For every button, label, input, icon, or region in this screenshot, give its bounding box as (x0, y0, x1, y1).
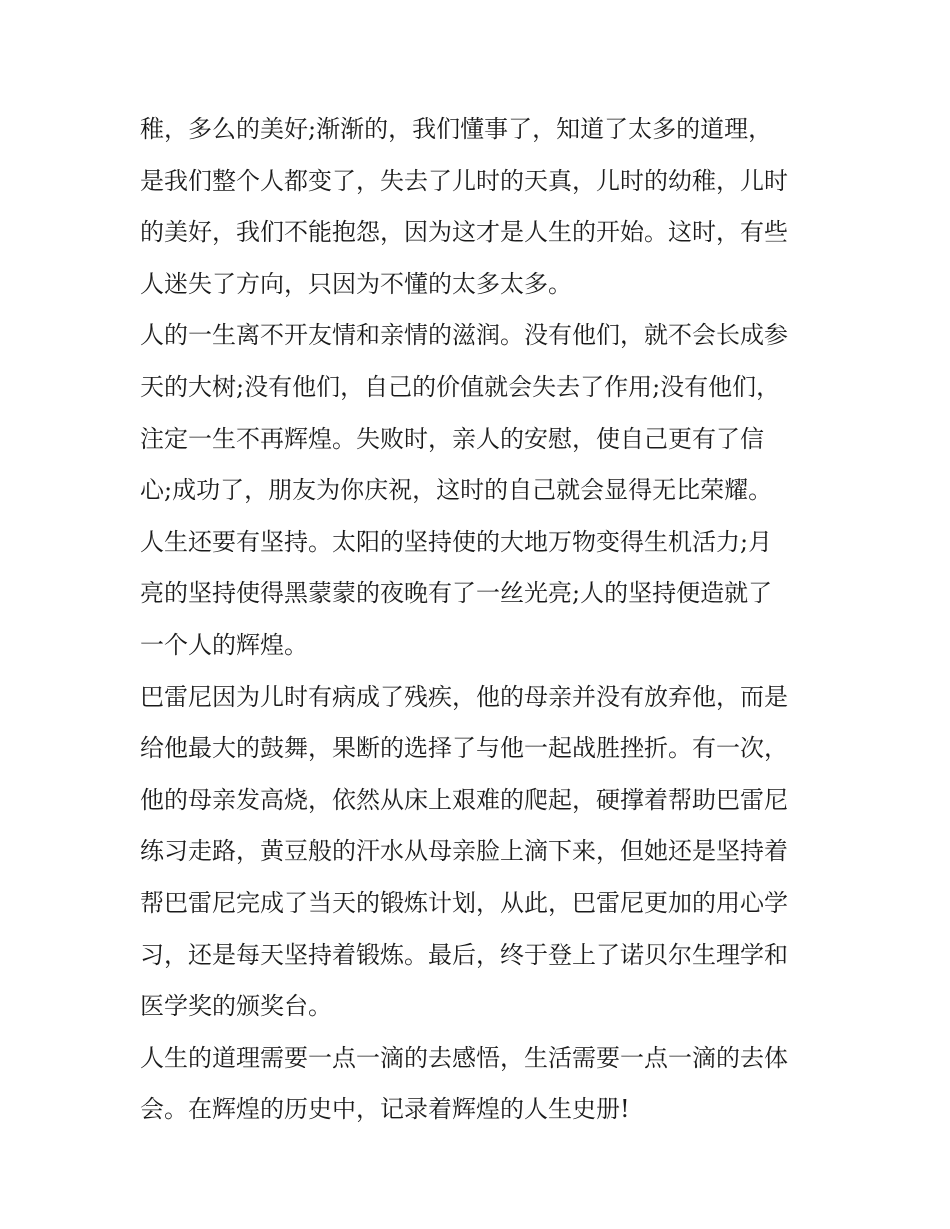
text-line: 一个人的辉煌。 (140, 630, 308, 659)
text-line: 心;成功了，朋友为你庆祝，这时的自己就会显得无比荣耀。 (140, 476, 773, 505)
text-line: 的美好，我们不能抱怨，因为这才是人生的开始。这时，有些 (140, 218, 788, 247)
text-line: 人生还要有坚持。太阳的坚持使的大地万物变得生机活力;月 (140, 527, 773, 556)
text-line: 帮巴雷尼完成了当天的锻炼计划，从此，巴雷尼更加的用心学 (140, 888, 788, 917)
text-line: 练习走路，黄豆般的汗水从母亲脸上滴下来，但她还是坚持着 (140, 837, 788, 866)
document-body (140, 104, 816, 1136)
text-line: 亮的坚持使得黑蒙蒙的夜晚有了一丝光亮;人的坚持便造就了 (140, 579, 773, 608)
text-line: 人生的道理需要一点一滴的去感悟，生活需要一点一滴的去体 (140, 1043, 788, 1072)
text-line: 天的大树;没有他们，自己的价值就会失去了作用;没有他们， (140, 372, 781, 401)
text-line: 给他最大的鼓舞，果断的选择了与他一起战胜挫折。有一次， (140, 734, 788, 763)
text-line: 巴雷尼因为儿时有病成了残疾，他的母亲并没有放弃他，而是 (140, 682, 788, 711)
text-line: 人迷失了方向，只因为不懂的太多太多。 (140, 269, 572, 298)
text-line: 习，还是每天坚持着锻炼。最后，终于登上了诺贝尔生理学和 (140, 940, 788, 969)
text-line: 人的一生离不开友情和亲情的滋润。没有他们，就不会长成参 (140, 321, 788, 350)
text-line: 是我们整个人都变了，失去了儿时的天真，儿时的幼稚，儿时 (140, 166, 788, 195)
text-line: 稚，多么的美好;渐渐的，我们懂事了，知道了太多的道理， (140, 115, 773, 143)
text-line: 注定一生不再辉煌。失败时，亲人的安慰，使自己更有了信 (140, 424, 764, 453)
text-line: 医学奖的颁奖台。 (140, 992, 332, 1021)
text-line: 会。在辉煌的历史中，记录着辉煌的人生史册! (140, 1095, 630, 1124)
text-line: 他的母亲发高烧，依然从床上艰难的爬起，硬撑着帮助巴雷尼 (140, 785, 788, 814)
